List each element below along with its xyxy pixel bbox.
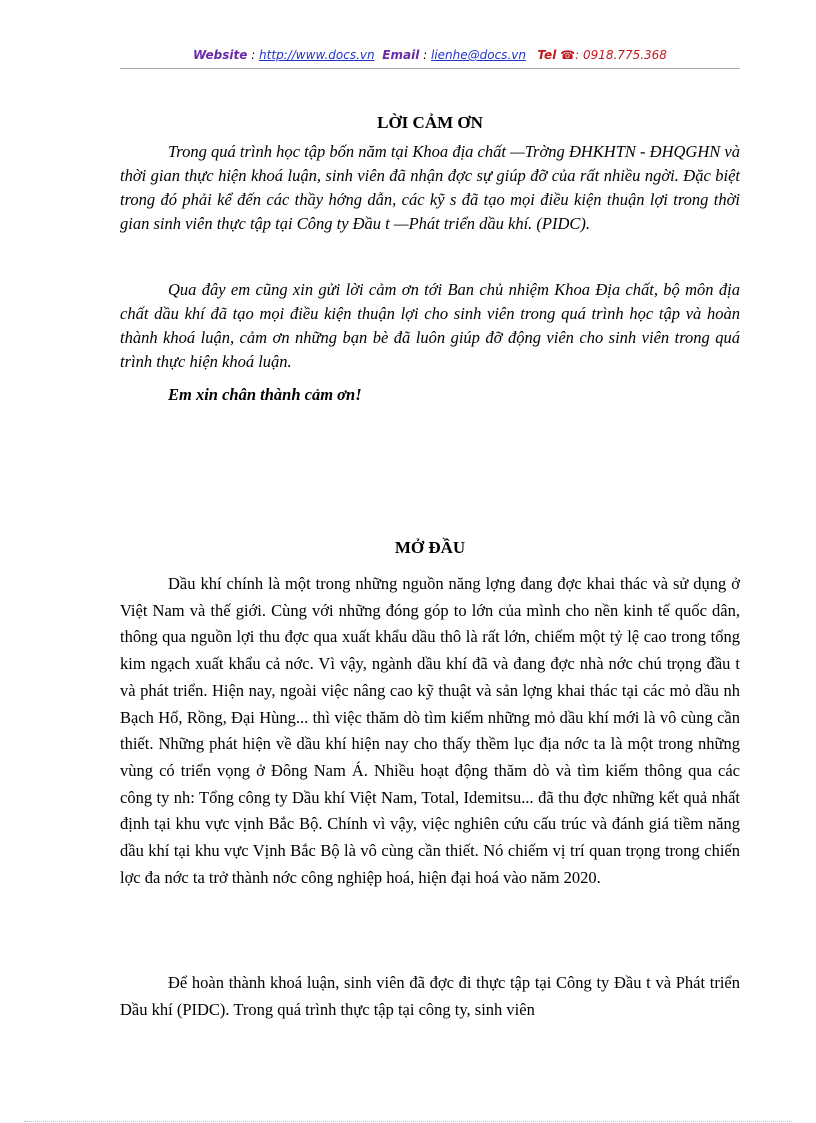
- page-header: [120, 48, 740, 62]
- phone-icon: ☎: [560, 48, 576, 62]
- acknowledgement-paragraph-1: Trong quá trình học tập bốn năm tại Khoa địa chất —Trờng ĐHKHTN - ĐHQGHN và thời gian thực hiện khoá luận, sinh viên đã nhận đợc sự giúp đỡ của rất nhiều ngời. Đặc biệt trong đó phải kể đến các thầy hớng dẫn, các kỹ s đã tạo mọi điều kiện thuận lợi trong thời gian sinh viên thực tập tại Công ty Đầu t —Phát triển dầu khí. (PIDC).: [120, 142, 740, 233]
- acknowledgement-paragraph-2: Qua đây em cũng xin gửi lời cảm ơn tới Ban chủ nhiệm Khoa Địa chất, bộ môn địa chất dầu khí đã tạo mọi điều kiện thuận lợi cho sinh viên trong quá trình học tập và hoàn thành khoá luận, cảm ơn những bạn bè đã luôn giúp đỡ động viên cho sinh viên trong quá trình thực hiện khoá luận.: [120, 280, 740, 371]
- website-link[interactable]: http://www.docs.vn: [259, 48, 375, 62]
- header-divider: [120, 68, 740, 69]
- email-separator: :: [419, 48, 431, 62]
- email-link[interactable]: lienhe@docs.vn: [430, 48, 526, 62]
- website-label: Website: [193, 48, 248, 62]
- introduction-paragraph-1: Dầu khí chính là một trong những nguồn năng lợng đang đợc khai thác và sử dụng ở Việt Nam và thế giới. Cùng với những đóng góp to lớn của mình cho nền kinh tế quốc dân, thông qua nguồn lợi thu đợc qua xuất khẩu dầu thô là rất lớn, chiếm một tỷ lệ cao trong tổng kim ngạch xuất khẩu cả nớc. Vì vậy, ngành dầu khí đã và đang đợc nhà nớc chú trọng đầu t và phát triển. Hiện nay, ngoài việc nâng cao kỹ thuật và sản lợng khai thác tại các mỏ dầu nh Bạch Hổ, Rồng, Đại Hùng... thì việc thăm dò tìm kiếm những mỏ dầu khí mới là vô cùng cần thiết. Những phát hiện về dầu khí hiện nay cho thấy thềm lục địa nớc ta là một trong những vùng có triển vọng ở Đông Nam Á. Nhiều hoạt động thăm dò và tìm kiếm thông qua các công ty nh: Tổng công ty Dầu khí Việt Nam, Total, Idemitsu... đã thu đợc những kết quả nhất định tại khu vực vịnh Bắc Bộ. Chính vì vậy, việc nghiên cứu cấu trúc và đánh giá tiềm năng dầu khí tại khu vực Vịnh Bắc Bộ là vô cùng cần thiết. Nó chiếm vị trí quan trọng trong chiến lợc đa nớc ta trở thành nớc công nghiệp hoá, hiện đại hoá vào năm 2020.: [120, 574, 740, 887]
- email-label: Email: [382, 48, 420, 62]
- acknowledgement-title: LỜI CẢM ƠN: [377, 113, 483, 132]
- introduction-title: MỞ ĐẦU: [394, 538, 466, 557]
- introduction-paragraph-2: Để hoàn thành khoá luận, sinh viên đã đợc đi thực tập tại Công ty Đầu t và Phát triển Dầu khí (PIDC). Trong quá trình thực tập tại công ty, sinh viên: [120, 973, 740, 1019]
- phone-number: : 0918.775.368: [575, 48, 667, 62]
- tel-label: Tel: [537, 48, 557, 62]
- website-separator: :: [247, 48, 260, 62]
- acknowledgement-closing: Em xin chân thành cảm ơn!: [168, 385, 362, 404]
- page-bottom-divider: [24, 1121, 792, 1122]
